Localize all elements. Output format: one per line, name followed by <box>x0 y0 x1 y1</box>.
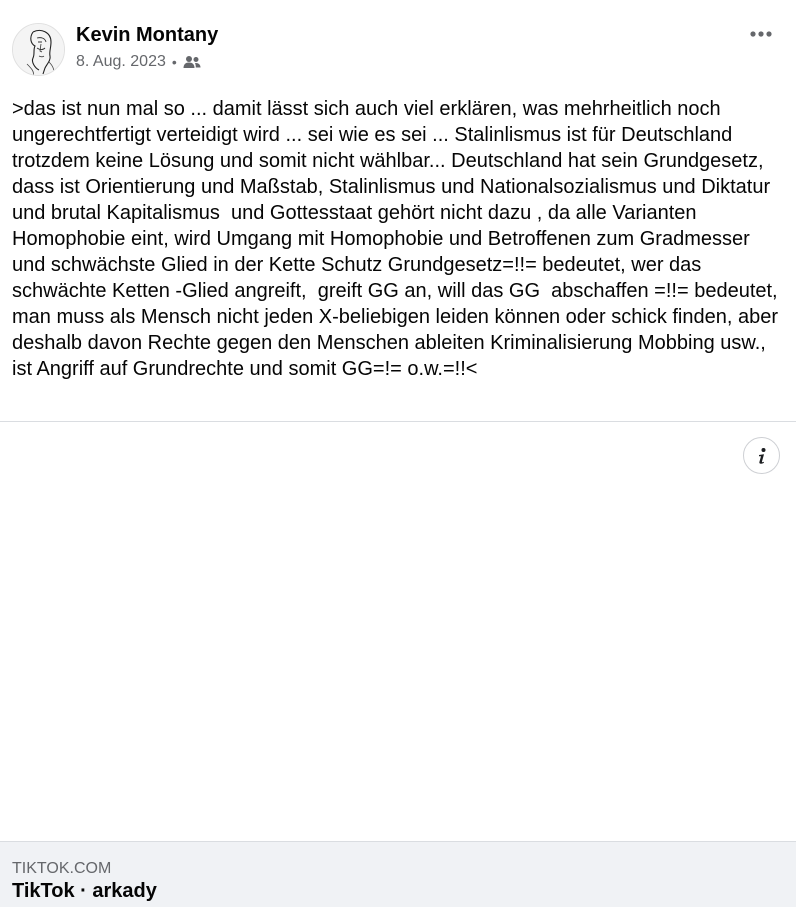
link-domain: TIKTOK.COM <box>12 860 112 877</box>
post-body-text: >das ist nun mal so ... damit lässt sich auch viel erklären, was mehrheitlich noch ungerechtfertigt verteidigt wird ... sei wie es sei ... Stalinlismus ist für Deutschland trotzdem keine Lösung und somit nicht wählbar... Deutschland hat sein Grundgesetz, dass ist Orientierung und Maßstab, Stalinlismus und Nationalsozialismus und Diktatur und brutal Kapitalismus und Gottesstaat gehört nicht dazu , da alle Varianten Homophobie eint, wird Umgang mit Homophobie und Betroffenen zum Gradmesser und schwächste Glied in der Kette Schutz Grundgesetz=!!= bedeutet, wer das schwächte Ketten -Glied angreift, greift GG an, will das GG abschaffen =!!= bedeutet, man muss als Mensch nicht jeden X-beliebigen leiden können oder schick finden, aber deshalb davon Rechte gegen den Menschen ableiten Kriminalisierung Mobbing usw., ist Angriff auf Grundrechte und somit GG=!= o.w.=!!< <box>12 98 784 380</box>
info-button[interactable] <box>743 437 780 474</box>
post-header <box>0 0 796 90</box>
media-area[interactable] <box>0 422 796 841</box>
friends-icon[interactable] <box>183 55 201 69</box>
meta-separator: • <box>171 54 177 70</box>
info-icon <box>755 447 769 465</box>
link-title[interactable]: TikTok · arkady <box>12 880 157 902</box>
link-preview[interactable] <box>0 841 796 907</box>
post-date[interactable]: 8. Aug. 2023 <box>76 53 166 70</box>
post-meta <box>76 51 201 73</box>
more-options-icon <box>749 30 773 38</box>
author-name[interactable]: Kevin Montany <box>76 24 219 46</box>
avatar[interactable] <box>12 23 65 76</box>
sketch-portrait-icon <box>13 24 65 76</box>
more-options-button[interactable] <box>744 20 778 48</box>
